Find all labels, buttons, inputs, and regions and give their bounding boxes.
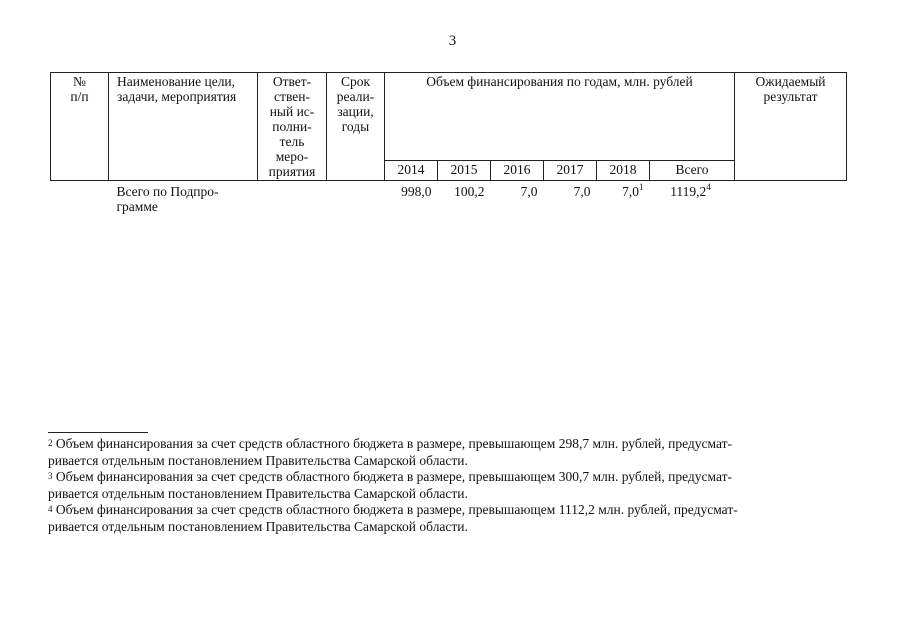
total-result <box>735 181 847 216</box>
total-value-2015: 100,2 <box>454 184 485 199</box>
footnote-4: $^4$ Объем финансирования за счет средств областного бюджета в размере, превышающем 1112,2 млн. рублей, предусмат- ривается отдельным постановлением Правительства Самарской области. <box>48 502 738 534</box>
table-row-total <box>51 181 847 216</box>
total-value-all: 1119,2$^4$ <box>670 181 711 199</box>
total-label: Всего по Подпро- грамме <box>116 184 219 214</box>
financing-table <box>50 72 847 215</box>
header-year-2014: 2014 <box>385 161 438 181</box>
total-executor <box>258 181 327 216</box>
footnotes <box>48 436 858 535</box>
total-value-2016: 7,0 <box>520 184 538 199</box>
header-term: Срок реали- зации, годы <box>327 73 385 181</box>
header-year-2015: 2015 <box>438 161 491 181</box>
footnote-3: $^3$ Объем финансирования за счет средств областного бюджета в размере, превышающем 300,7 млн. рублей, предусмат- ривается отдельным постановлением Правительства Самарской области. <box>48 469 732 501</box>
total-value-2018: $7,0^1$ <box>622 181 644 199</box>
header-executor: Ответ- ствен- ный ис- полни- тель меро- приятия <box>258 73 327 181</box>
total-value-2017: 7,0 <box>573 184 591 199</box>
header-financing: Объем финансирования по годам, млн. рублей <box>385 73 735 161</box>
total-value-2014: 998,0 <box>401 184 432 199</box>
header-year-total: Всего <box>650 161 735 181</box>
header-year-2017: 2017 <box>544 161 597 181</box>
header-result: Ожидаемый результат <box>735 73 847 181</box>
header-num: № п/п <box>51 73 109 181</box>
header-year-2016: 2016 <box>491 161 544 181</box>
header-name: Наименование цели, задачи, мероприятия <box>109 73 258 181</box>
total-num <box>51 181 109 216</box>
total-term <box>327 181 385 216</box>
footnote-separator <box>48 432 148 433</box>
header-row <box>51 73 847 161</box>
header-year-2018: 2018 <box>597 161 650 181</box>
page-number: 3 <box>448 33 457 49</box>
footnote-2: $^2$ Объем финансирования за счет средств областного бюджета в размере, превышающем 298,7 млн. рублей, предусмат- ривается отдельным постановлением Правительства Самарской области. <box>48 436 732 468</box>
